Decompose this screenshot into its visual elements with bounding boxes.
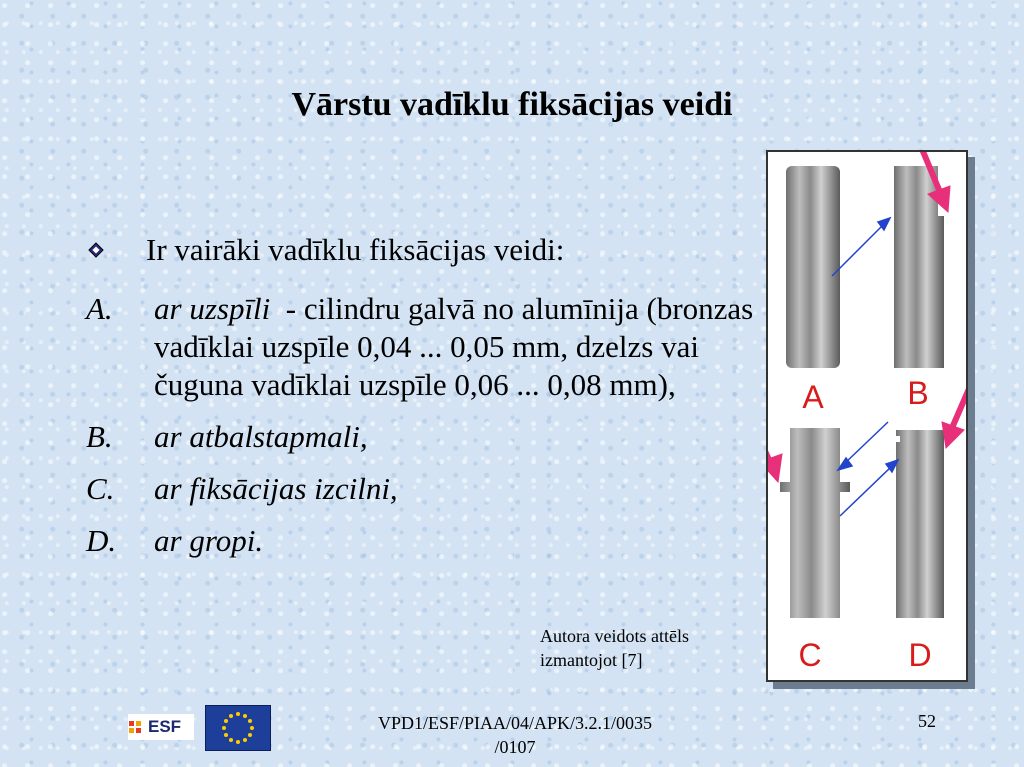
esf-logo-text: ESF: [148, 717, 182, 736]
item-term: ar gropi.: [154, 523, 264, 558]
list-marker: B.: [86, 419, 113, 454]
list-item-b: [86, 418, 754, 456]
esf-logo: [128, 714, 194, 740]
diamond-bullet-icon: [88, 242, 104, 258]
item-term: ar atbalstapmali,: [154, 419, 368, 454]
guide-a: [786, 166, 840, 368]
esf-mark-icon: [128, 719, 144, 735]
fixation-types-list: [86, 290, 761, 574]
list-marker: A.: [86, 291, 113, 326]
caption-line: izmantojot [7]: [540, 650, 643, 670]
list-item-c: [86, 470, 754, 508]
project-code-line: /0107: [494, 737, 536, 757]
item-description: - cilindru galvā no alumīnija (bronzas vadīklai uzspīle 0,04 ... 0,05 mm, dzelzs vai čuguna vadīklai uzspīle 0,06 ... 0,08 mm),: [154, 291, 761, 402]
guide-d: [896, 430, 944, 618]
guide-c: [780, 428, 850, 618]
intro-text: Ir vairāki vadīklu fiksācijas veidi:: [146, 232, 565, 267]
label-c: C: [798, 637, 822, 673]
project-code-line: VPD1/ESF/PIAA/04/APK/3.2.1/0035: [377, 713, 653, 733]
valve-guide-figure: [766, 150, 968, 682]
list-marker: D.: [86, 523, 117, 558]
list-item-d: [86, 522, 754, 560]
list-item-a: [86, 290, 761, 404]
label-a: A: [802, 379, 824, 415]
caption-line: Autora veidots attēls: [540, 626, 689, 646]
figure-caption: [540, 624, 689, 672]
list-marker: C.: [86, 471, 115, 506]
slide-title: Vārstu vadīklu fiksācijas veidi: [291, 86, 733, 123]
page-number: 52: [918, 711, 936, 731]
project-code: [360, 711, 670, 759]
intro-bullet: [88, 232, 564, 268]
label-b: B: [907, 375, 929, 411]
eu-flag-icon: [205, 705, 271, 751]
item-term: ar uzspīli: [154, 291, 271, 326]
item-term: ar fiksācijas izcilni,: [154, 471, 398, 506]
label-d: D: [908, 637, 932, 673]
